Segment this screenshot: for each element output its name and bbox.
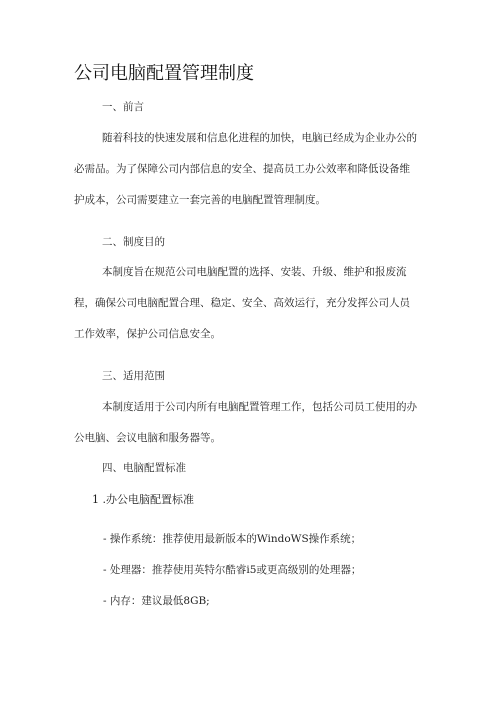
section-heading-purpose: 二、制度目的: [102, 236, 165, 248]
scope-line-1: 本制度适用于公司内所有电脑配置管理工作，包括公司员工使用的办: [102, 401, 417, 413]
preface-line-3: 护成本，公司需要建立一套完善的电脑配置管理制度。: [74, 194, 326, 206]
purpose-line-2: 程，确保公司电脑配置合理、稳定、安全、高效运行，充分发挥公司人员: [74, 297, 410, 309]
bullet-os: - 操作系统：推荐使用最新版本的WindoWS操作系统；: [103, 533, 362, 545]
document-title: 公司电脑配置管理制度: [74, 63, 254, 84]
section-heading-scope: 三、适用范围: [102, 370, 165, 382]
section-heading-standards: 四、电脑配置标准: [102, 462, 186, 474]
purpose-line-1: 本制度旨在规范公司电脑配置的选择、安装、升级、维护和报废流: [102, 266, 407, 278]
subsection-heading-office-pc: 1 .办公电脑配置标准: [92, 493, 194, 506]
purpose-line-3: 工作效率，保护公司信息安全。: [74, 328, 221, 340]
section-heading-preface: 一、前言: [102, 101, 144, 113]
scope-line-2: 公电脑、会议电脑和服务器等。: [74, 432, 221, 444]
bullet-memory: - 内存：建议最低8GB;: [103, 595, 210, 607]
preface-line-1: 随着科技的快速发展和信息化进程的加快，电脑已经成为企业办公的: [102, 132, 417, 144]
bullet-cpu: - 处理器：推荐使用英特尔酷睿i5或更高级别的处理器；: [103, 564, 362, 576]
preface-line-2: 必需品。为了保障公司内部信息的安全、提高员工办公效率和降低设备维: [74, 163, 410, 175]
